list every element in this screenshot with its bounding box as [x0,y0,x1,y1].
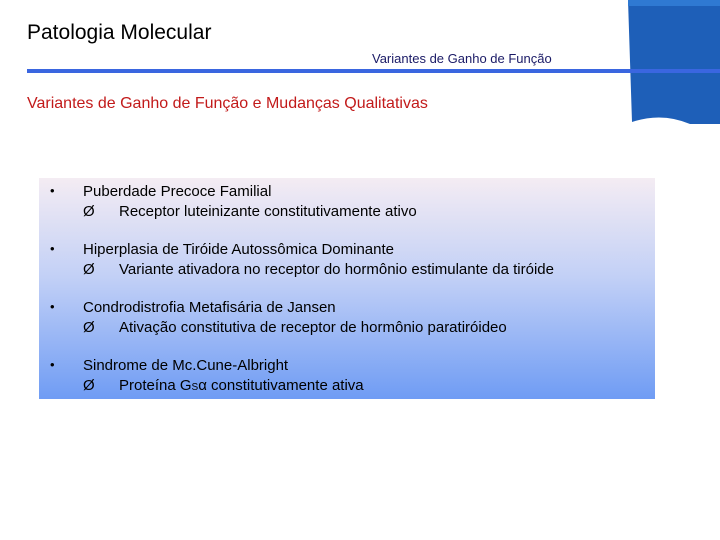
item-title: Hiperplasia de Tiróide Autossômica Dominante [83,241,394,258]
arrow-bullet-icon: Ø [83,319,95,336]
list-item [39,355,655,399]
arrow-bullet-icon: Ø [83,203,95,220]
item-detail: Variante ativadora no receptor do hormônio estimulante da tiróide [119,261,554,278]
list-item [39,239,655,283]
arrow-bullet-icon: Ø [83,377,95,394]
arrow-bullet-icon: Ø [83,261,95,278]
section-subtitle: Variantes de Ganho de Função [372,51,552,66]
bullet-icon: • [50,241,55,256]
header-divider [27,69,720,73]
content-panel [39,178,655,399]
bullet-icon: • [50,183,55,198]
item-detail-suffix: constitutivamente ativa [206,377,364,394]
item-title: Condrodistrofia Metafisária de Jansen [83,299,336,316]
item-title: Sindrome de Mc.Cune-Albright [83,357,289,374]
item-detail-subscript: S [191,382,199,393]
list-item [39,181,655,225]
decorative-corner-graphic [628,0,720,124]
item-detail-alpha: α [198,377,207,394]
bullet-icon: • [50,357,55,372]
bullet-icon: • [50,299,55,314]
item-detail: Receptor luteinizante constitutivamente ativo [119,203,417,220]
item-detail [119,377,364,394]
item-detail-prefix: Proteína G [119,377,192,394]
item-title: Puberdade Precoce Familial [83,183,272,200]
slide-heading: Variantes de Ganho de Função e Mudanças Qualitativas [27,95,428,112]
item-detail: Ativação constitutiva de receptor de hormônio paratiróideo [119,319,507,336]
list-item [39,297,655,341]
presentation-title: Patologia Molecular [27,21,212,44]
